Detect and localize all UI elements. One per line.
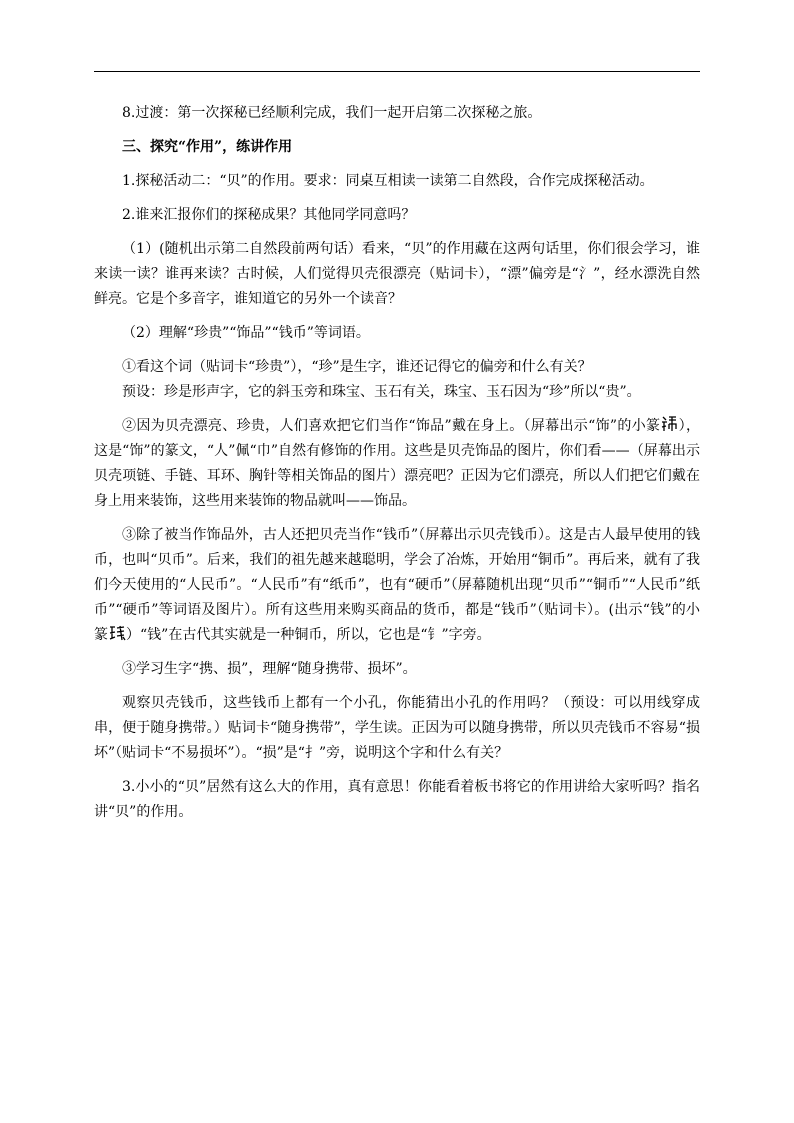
paragraph-report: 2.谁来汇报你们的探秘成果？其他同学同意吗？ (122, 207, 416, 223)
paragraph-zhengui: ①看这个词（贴词卡“珍贵”），“珍”是生字，谁还记得它的偏旁和什么有关？ (122, 359, 592, 375)
paragraph-transition: 8.过渡：第一次探秘已经顺利完成，我们一起开启第二次探秘之旅。 (122, 105, 542, 121)
header-rule (94, 71, 700, 72)
paragraph-item-2: （2）理解“珍贵”“饰品”“钱币”等词语。 (122, 325, 370, 341)
paragraph-shipin-part1: ②因为贝壳漂亮、珍贵，人们喜欢把它们当作“饰品”戴在身上。（屏幕出示“饰”的小篆 (122, 418, 661, 434)
paragraph-observe: 观察贝壳钱币，这些钱币上都有一个小孔，你能猜出小孔的作用吗？（预设：可以用线穿成串，便于随身携带。）贴词卡“随身携带”，学生读。正因为可以随身携带，所以贝壳钱币不容易“损坏”（贴词卡“不易损坏”）。“损”是“扌”旁，说明这个字和什么有关？ (94, 695, 700, 761)
paragraph-item-1: （1）(随机出示第二自然段前两句话）看来，“贝”的作用藏在这两句话里，你们很会学习，谁来读一读？谁再来读？古时候，人们觉得贝壳很漂亮（贴词卡），“漂”偏旁是“氵”，经水漂洗自然鲜亮。它是个多音字，谁知道它的另外一个读音？ (94, 241, 700, 307)
document-body (94, 92, 700, 825)
paragraph-qianbi (94, 523, 700, 648)
paragraph-shipin-part2: ），这是“饰”的篆文，“人”佩“巾”自然有修饰的作用。这些是贝壳饰品的图片，你们看——（屏幕出示贝壳项链、手链、耳环、胸针等相关饰品的图片）漂亮吧？正因为它们漂亮，所以人们把它们戴在身上用来装饰，这些用来装饰的物品就叫——饰品。 (94, 418, 700, 509)
paragraph-xie-sun: ③学习生字“携、损”，理解“随身携带、损坏”。 (122, 661, 417, 677)
paragraph-summary: 3.小小的“贝”居然有这么大的作用，真有意思！你能看着板书将它的作用讲给大家听吗？指名讲“贝”的作用。 (94, 779, 700, 820)
paragraph-preset: 预设：珍是形声字，它的斜玉旁和珠宝、玉石有关，珠宝、玉石因为“珍”所以“贵”。 (122, 384, 641, 400)
paragraph-shipin (94, 414, 700, 514)
paragraph-activity: 1.探秘活动二：“贝”的作用。要求：同桌互相读一读第二自然段，合作完成探秘活动。 (122, 173, 654, 189)
seal-script-shi-icon (660, 415, 678, 433)
section-heading: 三、探究“作用”，练讲作用 (122, 139, 293, 155)
paragraph-qianbi-part2: ）“钱”在古代其实就是一种铜币，所以，它也是“钅”字旁。 (126, 627, 491, 643)
seal-script-qian-icon (108, 624, 126, 642)
paragraph-qianbi-part1: ③除了被当作饰品外，古人还把贝壳当作“钱币”（屏幕出示贝壳钱币）。这是古人最早使用的钱币，也叫“贝币”。后来，我们的祖先越来越聪明，学会了冶炼，开始用“铜币”。再后来，就有了我们今天使用的“人民币”。“人民币”有“纸币”，也有“硬币”（屏幕随机出现“贝币”“铜币”“人民币”纸币”“硬币”等词语及图片）。所有这些用来购买商品的货币，都是“钱币”（贴词卡）。(出示“钱”的小篆 (94, 527, 700, 643)
